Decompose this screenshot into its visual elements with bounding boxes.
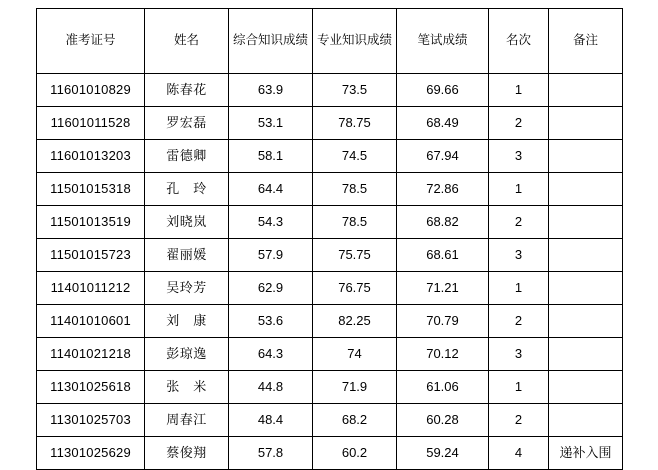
column-header-name: 姓名 (145, 9, 229, 74)
cell-rank: 2 (489, 404, 549, 437)
cell-professional-score: 75.75 (313, 239, 397, 272)
cell-exam-id: 11301025618 (37, 371, 145, 404)
column-header-written-score: 笔试成绩 (397, 9, 489, 74)
table-header-row (37, 9, 623, 74)
cell-rank: 2 (489, 107, 549, 140)
cell-general-score: 53.6 (229, 305, 313, 338)
cell-exam-id: 11601010829 (37, 74, 145, 107)
cell-name: 雷德卿 (145, 140, 229, 173)
cell-general-score: 44.8 (229, 371, 313, 404)
cell-name: 吴玲芳 (145, 272, 229, 305)
cell-written-score: 67.94 (397, 140, 489, 173)
score-table (36, 8, 623, 470)
cell-name: 张 米 (145, 371, 229, 404)
table-body (37, 74, 623, 470)
table-row (37, 305, 623, 338)
cell-general-score: 48.4 (229, 404, 313, 437)
cell-name: 周春江 (145, 404, 229, 437)
cell-note: 递补入围 (549, 437, 623, 470)
cell-exam-id: 11401021218 (37, 338, 145, 371)
cell-note (549, 305, 623, 338)
cell-general-score: 64.3 (229, 338, 313, 371)
score-sheet (36, 8, 622, 470)
cell-general-score: 58.1 (229, 140, 313, 173)
cell-professional-score: 78.5 (313, 206, 397, 239)
cell-note (549, 404, 623, 437)
cell-exam-id: 11401011212 (37, 272, 145, 305)
cell-general-score: 57.9 (229, 239, 313, 272)
cell-written-score: 59.24 (397, 437, 489, 470)
cell-exam-id: 11601013203 (37, 140, 145, 173)
cell-general-score: 53.1 (229, 107, 313, 140)
cell-exam-id: 11301025629 (37, 437, 145, 470)
cell-name: 翟丽媛 (145, 239, 229, 272)
cell-exam-id: 11301025703 (37, 404, 145, 437)
table-row (37, 206, 623, 239)
cell-rank: 1 (489, 74, 549, 107)
table-row (37, 272, 623, 305)
cell-note (549, 173, 623, 206)
cell-exam-id: 11501015318 (37, 173, 145, 206)
cell-written-score: 60.28 (397, 404, 489, 437)
cell-written-score: 72.86 (397, 173, 489, 206)
cell-written-score: 70.79 (397, 305, 489, 338)
table-row (37, 107, 623, 140)
cell-note (549, 239, 623, 272)
cell-note (549, 371, 623, 404)
table-row (37, 173, 623, 206)
cell-professional-score: 60.2 (313, 437, 397, 470)
cell-written-score: 70.12 (397, 338, 489, 371)
cell-note (549, 338, 623, 371)
cell-professional-score: 78.5 (313, 173, 397, 206)
cell-rank: 1 (489, 371, 549, 404)
cell-name: 陈春花 (145, 74, 229, 107)
cell-exam-id: 11501013519 (37, 206, 145, 239)
cell-written-score: 61.06 (397, 371, 489, 404)
column-header-rank: 名次 (489, 9, 549, 74)
cell-exam-id: 11501015723 (37, 239, 145, 272)
column-header-general-score: 综合知识成绩 (229, 9, 313, 74)
cell-name: 蔡俊翔 (145, 437, 229, 470)
cell-note (549, 140, 623, 173)
table-row (37, 371, 623, 404)
cell-professional-score: 68.2 (313, 404, 397, 437)
column-header-note: 备注 (549, 9, 623, 74)
cell-written-score: 69.66 (397, 74, 489, 107)
cell-general-score: 54.3 (229, 206, 313, 239)
cell-exam-id: 11401010601 (37, 305, 145, 338)
cell-exam-id: 11601011528 (37, 107, 145, 140)
cell-name: 罗宏磊 (145, 107, 229, 140)
cell-professional-score: 71.9 (313, 371, 397, 404)
cell-general-score: 57.8 (229, 437, 313, 470)
cell-professional-score: 76.75 (313, 272, 397, 305)
cell-rank: 4 (489, 437, 549, 470)
cell-general-score: 64.4 (229, 173, 313, 206)
cell-rank: 1 (489, 173, 549, 206)
cell-professional-score: 82.25 (313, 305, 397, 338)
cell-name: 刘 康 (145, 305, 229, 338)
cell-professional-score: 74.5 (313, 140, 397, 173)
cell-name: 彭琼逸 (145, 338, 229, 371)
cell-note (549, 107, 623, 140)
cell-written-score: 68.49 (397, 107, 489, 140)
cell-note (549, 206, 623, 239)
cell-general-score: 62.9 (229, 272, 313, 305)
cell-rank: 2 (489, 206, 549, 239)
table-header (37, 9, 623, 74)
table-row (37, 239, 623, 272)
table-row (37, 404, 623, 437)
column-header-professional-score: 专业知识成绩 (313, 9, 397, 74)
cell-general-score: 63.9 (229, 74, 313, 107)
cell-professional-score: 78.75 (313, 107, 397, 140)
cell-rank: 3 (489, 140, 549, 173)
table-row (37, 74, 623, 107)
cell-name: 刘晓岚 (145, 206, 229, 239)
cell-name: 孔 玲 (145, 173, 229, 206)
cell-note (549, 74, 623, 107)
cell-rank: 2 (489, 305, 549, 338)
cell-rank: 3 (489, 239, 549, 272)
cell-note (549, 272, 623, 305)
cell-rank: 3 (489, 338, 549, 371)
table-row (37, 437, 623, 470)
cell-written-score: 68.82 (397, 206, 489, 239)
table-row (37, 338, 623, 371)
table-row (37, 140, 623, 173)
column-header-exam-id: 准考证号 (37, 9, 145, 74)
cell-rank: 1 (489, 272, 549, 305)
cell-written-score: 68.61 (397, 239, 489, 272)
cell-written-score: 71.21 (397, 272, 489, 305)
cell-professional-score: 74 (313, 338, 397, 371)
cell-professional-score: 73.5 (313, 74, 397, 107)
